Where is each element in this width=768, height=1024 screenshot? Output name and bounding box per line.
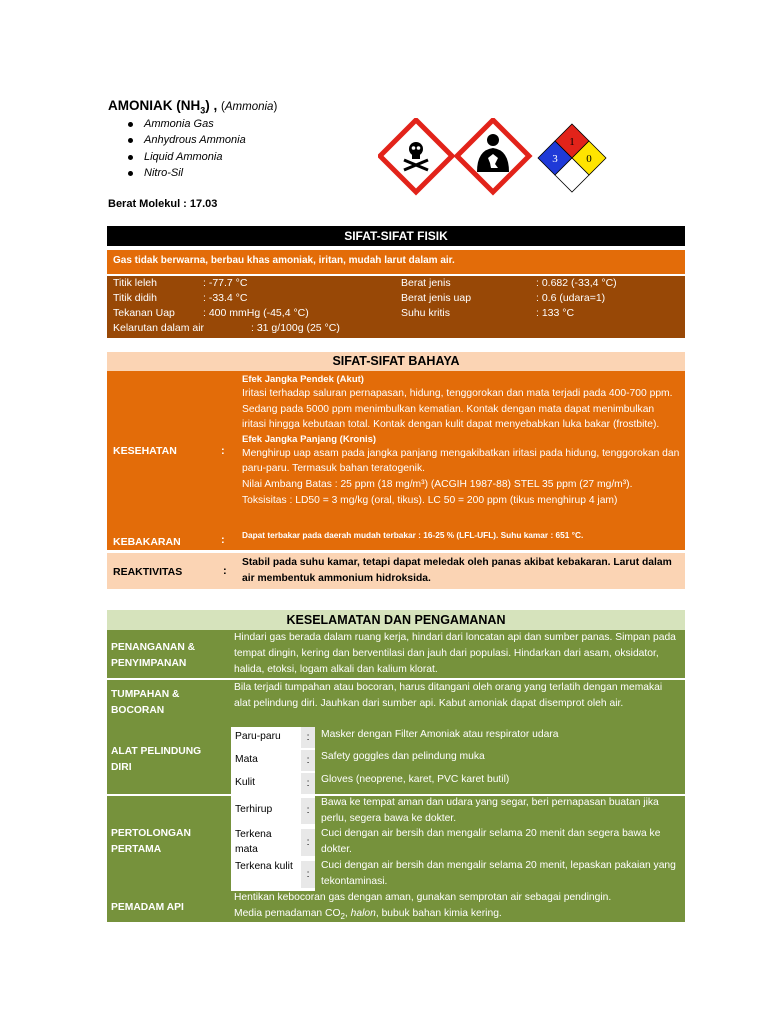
reaktivitas-text: Stabil pada suhu kamar, tetapi dapat meledak oleh panas akibat kebakaran. Larut dalam air membentuk ammonium hidroksida. xyxy=(242,557,672,584)
prop-label: Titik leleh xyxy=(113,277,157,289)
apd-sub-label: Paru-paru xyxy=(235,731,281,742)
apd-text: Masker dengan Filter Amoniak atau respirator udara xyxy=(321,729,559,740)
apd-subrow xyxy=(231,727,315,748)
apd-label xyxy=(111,744,201,775)
prop-label: Kelarutan dalam air xyxy=(113,322,205,334)
apd-sub-label: Mata xyxy=(235,754,258,765)
synonym-item: Liquid Ammonia xyxy=(128,149,246,165)
penanganan-text: Hindari gas berada dalam ruang kerja, hindari dari loncatan api dan sumber panas. Simpan pada tempat dingin, kering dan berventilasi dan jauh dari populasi. Hindarkan dari asam, oksidator, halida, etoksi, logam alkali dan kalium klorat. xyxy=(234,632,676,675)
p3k-sub-label: Terhirup xyxy=(235,804,273,815)
prop-label: Tekanan Uap xyxy=(113,307,175,319)
p3k-sub-colon: : xyxy=(301,829,315,856)
section-title-fisik: SIFAT-SIFAT FISIK xyxy=(107,226,685,246)
prop-value: : 31 g/100g (25 °C) xyxy=(251,322,340,334)
hazard-pictograms xyxy=(378,118,618,198)
health-hazard-icon xyxy=(457,120,529,192)
chemical-name: AMONIAK (NH xyxy=(108,98,201,113)
kesehatan-content xyxy=(242,373,680,508)
chemical-subscript: 3 xyxy=(200,105,206,116)
akut-text: Iritasi terhadap saluran pernapasan, hidung, tenggorokan dan mata terjadi pada 400-700 ppm. Sedang pada 5000 ppm menimbulkan kematian. Kontak dengan mata dapat menimbulkan iritasi hingga kebutaan total. Kontak dengan kulit dapat menyebabkan luka bakar (frostbite). xyxy=(242,388,673,431)
synonym-list xyxy=(128,116,246,182)
p3k-row xyxy=(107,796,685,892)
prop-value: : -33.4 °C xyxy=(203,292,248,304)
prop-label: Berat jenis uap xyxy=(401,292,472,304)
prop-value: : 133 °C xyxy=(536,307,575,319)
section-title-keselamatan: KESELAMATAN DAN PENGAMANAN xyxy=(107,610,685,630)
pemadam-line-2 xyxy=(234,906,680,925)
p3k-sub-label: Terkena mata xyxy=(235,829,272,855)
pemadam-row xyxy=(107,892,685,922)
apd-sub-colon: : xyxy=(301,773,315,794)
pemadam-line-1: Hentikan kebocoran gas dengan aman, gunakan semprotan air sebagai pendingin. xyxy=(234,892,612,903)
nab-text: Nilai Ambang Batas : 25 ppm (18 mg/m³) (ACGIH 1987-88) STEL 35 ppm (27 mg/m³). xyxy=(242,478,633,490)
paren-open: ( xyxy=(221,101,225,113)
prop-value: : 400 mmHg (-45,4 °C) xyxy=(203,307,309,319)
apd-text: Safety goggles dan pelindung muka xyxy=(321,751,485,762)
akut-title: Efek Jangka Pendek (Akut) xyxy=(242,374,364,385)
apd-sub-colon: : xyxy=(301,750,315,771)
prop-label: Berat jenis xyxy=(401,277,451,289)
tumpahan-label-line: TUMPAHAN & xyxy=(111,689,180,700)
penanganan-label-line: PENYIMPANAN xyxy=(111,657,187,669)
kebakaran-text: Dapat terbakar pada daerah mudah terbakar : 16-25 % (LFL-UFL). Suhu kamar : 651 °C. xyxy=(242,530,584,540)
apd-sub-colon: : xyxy=(301,727,315,748)
section-title-bahaya: SIFAT-SIFAT BAHAYA xyxy=(107,352,685,371)
apd-sub-label: Kulit xyxy=(235,777,256,788)
tumpahan-label-line: BOCORAN xyxy=(111,704,165,716)
tumpahan-label xyxy=(111,687,179,718)
penanganan-row xyxy=(107,630,685,678)
synonym-item: Nitro-Sil xyxy=(128,165,246,181)
prop-value: : -77.7 °C xyxy=(203,277,248,289)
kebakaran-label: KEBAKARAN xyxy=(113,536,181,548)
p3k-text: Cuci dengan air bersih dan mengalir selama 20 menit, lepaskan pakaian yang tekontaminasi. xyxy=(321,860,676,887)
kronis-title: Efek Jangka Panjang (Kronis) xyxy=(242,433,377,445)
prop-label: Suhu kritis xyxy=(401,307,451,319)
reaktivitas-label: REAKTIVITAS xyxy=(113,566,183,578)
kesehatan-label: KESEHATAN xyxy=(113,445,177,457)
co2-subscript: 2 xyxy=(340,912,345,922)
prop-value: : 0.682 (-33,4 °C) xyxy=(536,277,617,289)
pemadam-comma: , xyxy=(344,908,348,919)
synonym-item: Anhydrous Ammonia xyxy=(128,132,246,148)
apd-subrow xyxy=(231,773,315,794)
reaktivitas-row xyxy=(107,553,685,589)
apd-text: Gloves (neoprene, karet, PVC karet butil) xyxy=(321,774,510,785)
pemadam-label: PEMADAM API xyxy=(111,902,184,913)
nfpa-reactivity: 0 xyxy=(586,153,592,165)
pemadam-media-text: Media pemadaman CO xyxy=(234,908,341,919)
penanganan-label xyxy=(111,640,195,671)
halon-text: halon xyxy=(350,908,376,919)
nfpa-flammability: 1 xyxy=(569,136,575,148)
p3k-sub-colon: : xyxy=(301,861,315,888)
tumpahan-row xyxy=(107,680,685,724)
kesehatan-colon: : xyxy=(221,445,225,457)
kebakaran-colon: : xyxy=(221,534,225,546)
p3k-subtable xyxy=(231,796,315,891)
p3k-subrow xyxy=(231,859,315,891)
p3k-subrow xyxy=(231,827,315,858)
prop-label: Titik didih xyxy=(113,292,157,304)
nfpa-health: 3 xyxy=(552,153,558,165)
p3k-label-line: PERTAMA xyxy=(111,843,162,855)
fisik-properties xyxy=(107,276,685,338)
p3k-sub-label: Terkena kulit xyxy=(235,861,293,872)
p3k-subrow xyxy=(231,796,315,826)
molecular-weight-value: 17.03 xyxy=(189,198,218,210)
p3k-sub-colon: : xyxy=(301,798,315,824)
skull-crossbones-icon xyxy=(380,120,452,192)
toxicity-text: Toksisitas : LD50 = 3 mg/kg (oral, tikus). LC 50 = 200 ppm (tikus menghirup 4 jam) xyxy=(242,494,618,506)
chemical-alt-name: Ammonia xyxy=(224,101,274,113)
apd-row xyxy=(107,724,685,794)
fisik-description: Gas tidak berwarna, berbau khas amoniak, iritan, mudah larut dalam air. xyxy=(107,250,685,274)
molecular-weight-label: Berat Molekul : xyxy=(108,198,187,210)
apd-label-line: DIRI xyxy=(111,761,132,773)
apd-subrow xyxy=(231,750,315,771)
p3k-text: Cuci dengan air bersih dan mengalir selama 20 menit dan segera bawa ke dokter. xyxy=(321,828,661,855)
bahaya-kesehatan-kebakaran xyxy=(107,371,685,550)
kronis-text: Menghirup uap asam pada jangka panjang mengakibatkan iritasi pada hidung, tenggorokan dan paru-paru. Termasuk bahan teratogenik. xyxy=(242,447,680,475)
penanganan-label-line: PENANGANAN & xyxy=(111,642,196,653)
molecular-weight xyxy=(108,198,217,210)
p3k-label-line: PERTOLONGAN xyxy=(111,828,191,839)
p3k-text: Bawa ke tempat aman dan udara yang segar, beri pernapasan buatan jika perlu, segera bawa ke dokter. xyxy=(321,797,659,824)
apd-label-line: ALAT PELINDUNG xyxy=(111,746,202,757)
synonym-item: Ammonia Gas xyxy=(128,116,246,132)
reaktivitas-colon: : xyxy=(223,565,227,577)
prop-value: : 0.6 (udara=1) xyxy=(536,292,606,304)
pemadam-media-end: , bubuk bahan kimia kering. xyxy=(375,908,502,919)
chemical-title xyxy=(108,98,277,116)
paren-close: ) xyxy=(273,101,278,113)
apd-subtable xyxy=(231,727,315,794)
nfpa-diamond-icon xyxy=(538,124,606,192)
chemical-name-end: ) , xyxy=(205,98,218,113)
p3k-label xyxy=(111,826,191,857)
tumpahan-text: Bila terjadi tumpahan atau bocoran, harus ditangani oleh orang yang terlatih dengan memakai alat pelindung diri. Jauhkan dari sumber api. Kabut amoniak dapat disemprot oleh air. xyxy=(234,682,663,709)
pemadam-text xyxy=(234,890,680,925)
